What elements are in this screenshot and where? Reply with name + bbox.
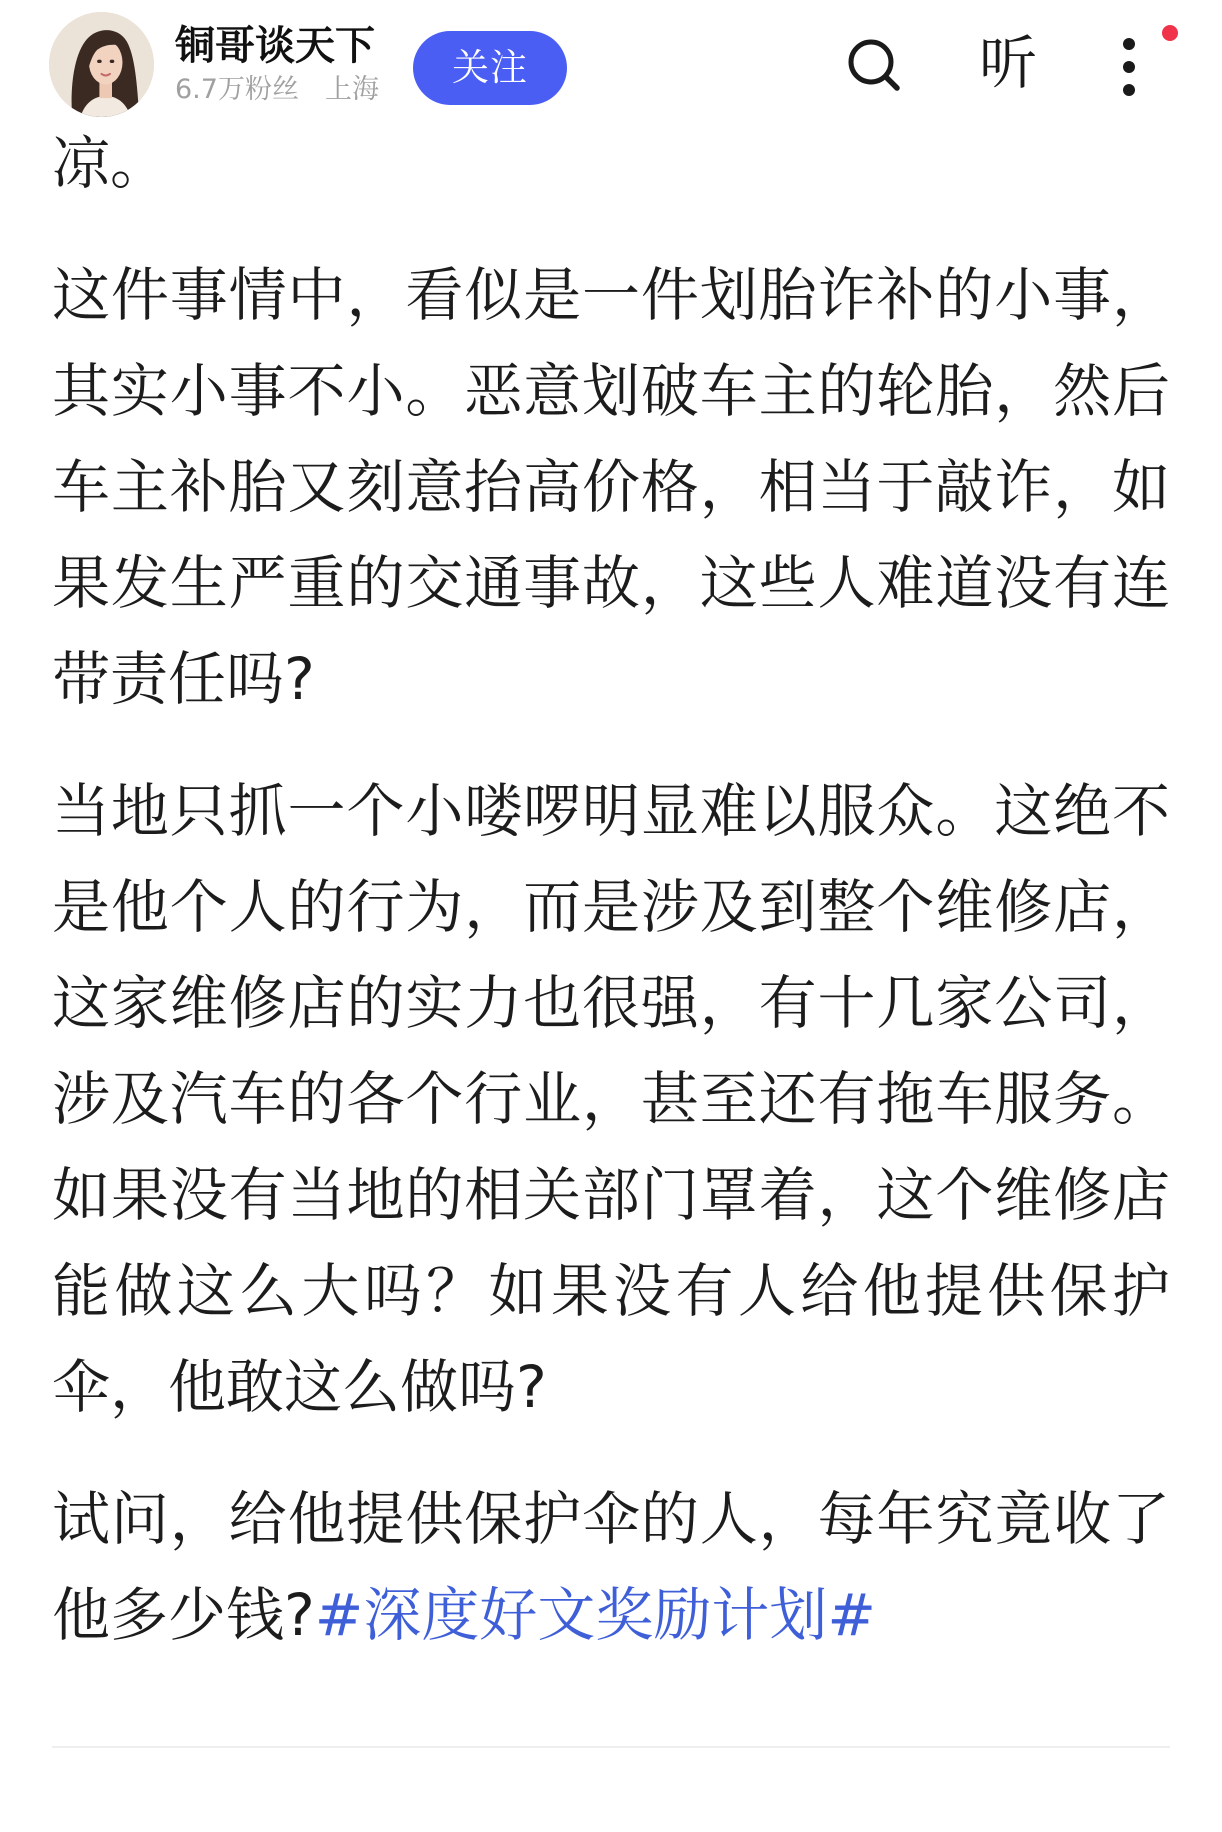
paragraph — [52, 763, 1170, 1435]
paragraph-line: 这件事情中，看似是一件划胎诈补的小事， — [52, 261, 1170, 329]
avatar-photo-icon — [49, 12, 154, 117]
paragraph — [52, 1471, 1170, 1663]
search-button[interactable] — [843, 34, 905, 96]
more-vertical-icon — [1113, 34, 1145, 100]
author-name[interactable]: 铜哥谈天下 — [175, 23, 375, 69]
paragraph-line: 车主补胎又刻意抬高价格，相当于敲诈，如 — [52, 453, 1170, 521]
avatar[interactable] — [49, 12, 154, 117]
hashtag-link[interactable]: #深度好文奖励计划# — [314, 1581, 876, 1649]
paragraph-line: 其实小事不小。恶意划破车主的轮胎，然后 — [52, 357, 1170, 425]
paragraph-line: 当地只抓一个小喽啰明显难以服众。这绝不 — [52, 777, 1170, 845]
paragraph-line: 涉及汽车的各个行业，甚至还有拖车服务。 — [52, 1065, 1170, 1133]
paragraph-line-with-hashtag — [52, 1567, 1170, 1663]
divider — [52, 1746, 1170, 1748]
author-header — [0, 0, 1222, 115]
paragraph — [52, 247, 1170, 727]
follow-button[interactable]: 关注 — [413, 31, 567, 105]
paragraph-line: 凉。 — [52, 129, 169, 197]
notification-dot — [1162, 25, 1178, 41]
paragraph-line: 试问，给他提供保护伞的人，每年究竟收了 — [52, 1485, 1170, 1553]
paragraph-text: 他多少钱? — [52, 1581, 315, 1649]
paragraph-line: 是他个人的行为，而是涉及到整个维修店， — [52, 873, 1170, 941]
listen-button[interactable]: 听 — [978, 29, 1037, 97]
paragraph-line: 果发生严重的交通事故，这些人难道没有连 — [52, 549, 1170, 617]
paragraph-line: 伞，他敢这么做吗? — [52, 1353, 547, 1421]
article-body — [52, 115, 1170, 1699]
paragraph-line: 如果没有当地的相关部门罩着，这个维修店 — [52, 1161, 1170, 1229]
more-button[interactable] — [1113, 34, 1145, 100]
author-meta — [175, 73, 379, 107]
paragraph-line: 能做这么大吗？如果没有人给他提供保护 — [52, 1257, 1170, 1325]
paragraph-line: 带责任吗? — [52, 645, 315, 713]
search-icon — [843, 34, 905, 96]
follower-count: 6.7万粉丝 — [175, 74, 299, 105]
paragraph-line: 这家维修店的实力也很强，有十几家公司， — [52, 969, 1170, 1037]
author-location: 上海 — [324, 74, 379, 105]
paragraph — [52, 115, 1170, 211]
